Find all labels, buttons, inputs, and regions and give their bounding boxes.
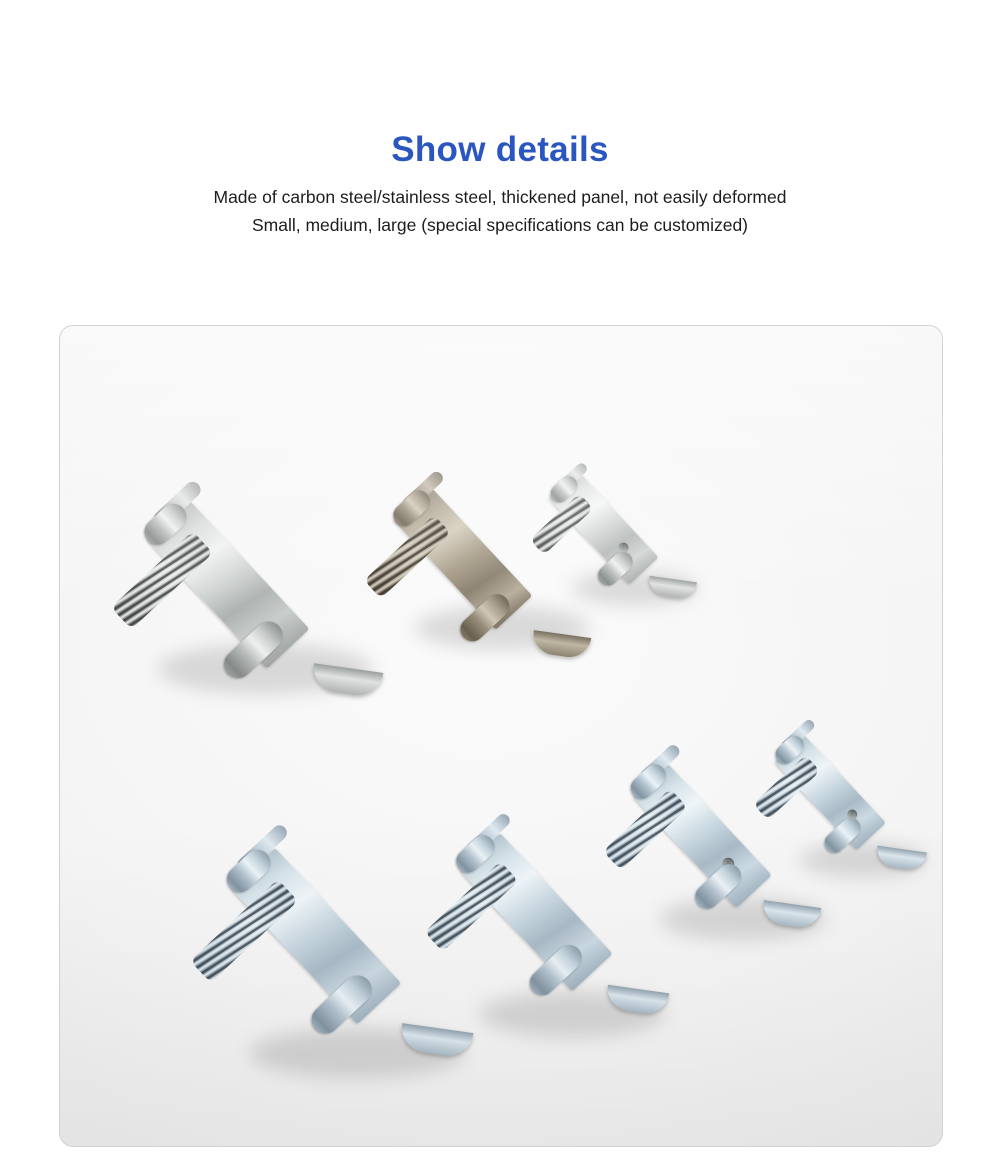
hinge-item-7 <box>700 691 930 911</box>
product-photo <box>59 325 943 1147</box>
subtitle-line-2: Small, medium, large (special specifications can be customized) <box>251 215 749 236</box>
page-title: Show details <box>391 130 609 169</box>
subtitle-line-1: Made of carbon steel/stainless steel, thickened panel, not easily deformed <box>213 186 787 207</box>
header-block <box>0 0 1000 239</box>
hinge-item-3 <box>480 431 700 631</box>
product-photo-alt-text <box>60 326 61 327</box>
